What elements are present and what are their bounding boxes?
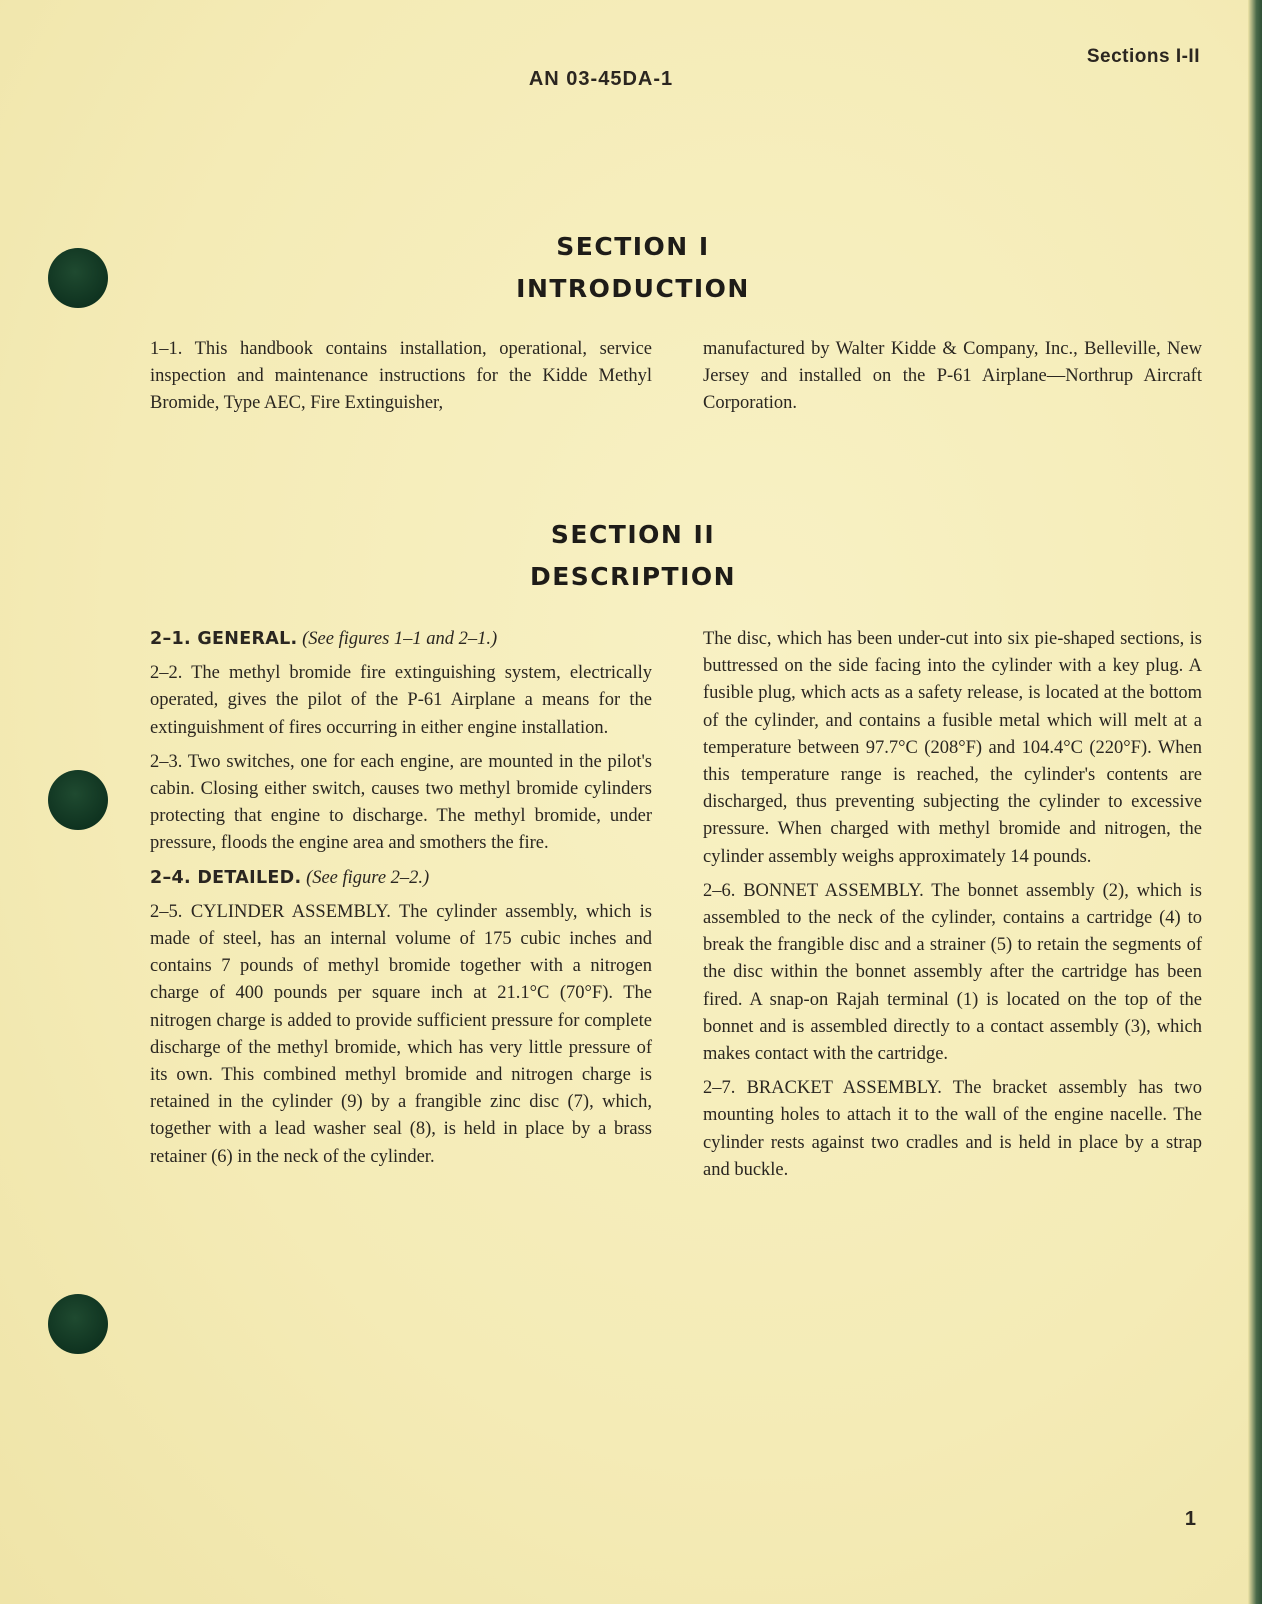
paragraph-2-5: 2–5. CYLINDER ASSEMBLY. The cylinder assembly, which is made of steel, has an internal volume of 175 cubic inches and contains 7 pounds of methyl bromide together with a nitrogen charge of 400 pounds per square inch at 21.1°C (70°F). The nitrogen charge is added to provide sufficient pressure for complete discharge of the methyl bromide, which has very little pressure of its own. This combined methyl bromide and nitrogen charge is retained in the cylinder (9) by a frangible zinc disc (7), which, together with a lead washer seal (8), is held in place by a brass retainer (6) in the neck of the cylinder. [150,901,652,1167]
general-figure-ref: (See figures 1–1 and 2–1.) [302,629,498,649]
document-number-text: AN 03-45DA-1 [528,68,674,90]
paragraph-1-1-continued: manufactured by Walter Kidde & Company, Inc., Belleville, New Jersey and installed on the P-61 Airplane—Northrup Aircraft Corporation. [703,339,1202,414]
section-2-heading [0,514,1262,598]
intro-left-column [150,336,652,418]
section-1-heading [0,226,1262,310]
section-2-number: SECTION II [550,520,716,549]
general-heading: 2–1. GENERAL. [150,629,298,649]
paragraph-1-1: 1–1. This handbook contains installation, operational, service inspection and maintenance instructions for the Kidde Methyl Bromide, Type AEC, Fire Extinguisher, [150,339,652,414]
paragraph-2-2: 2–2. The methyl bromide fire extinguishing system, electrically operated, gives the pilot of the P-61 Airplane a means for the extinguishment of fires occurring in either engine installation. [150,663,652,738]
paragraph-2-1 [150,626,652,653]
description-right-column [703,626,1202,1184]
intro-right-column [703,336,1202,418]
page-number: 1 [1184,1508,1196,1530]
binder-hole-middle [48,770,108,830]
section-2-title: DESCRIPTION [529,562,737,591]
paragraph-2-7: 2–7. BRACKET ASSEMBLY. The bracket assembly has two mounting holes to attach it to the wall of the engine nacelle. The cylinder rests against two cradles and is held in place by a strap and buckle. [703,1078,1202,1180]
paragraph-2-6: 2–6. BONNET ASSEMBLY. The bonnet assembly (2), which is assembled to the neck of the cylinder, contains a cartridge (4) to break the frangible disc and a strainer (5) to retain the segments of the disc within the bonnet assembly after the cartridge has been fired. A snap-on Rajah terminal (1) is located on the top of the bonnet and is assembled directly to a contact assembly (3), which makes contact with the cartridge. [703,880,1202,1065]
document-number [0,68,1262,91]
paragraph-2-5-continued: The disc, which has been under-cut into six pie-shaped sections, is buttressed on the side facing into the cylinder with a key plug. A fusible plug, which acts as a safety release, is located at the bottom of the cylinder, and contains a fusible metal which will melt at a temperature between 97.7°C (208°F) and 104.4°C (220°F). When this temperature range is reached, the cylinder's contents are discharged, thus preventing subjecting the cylinder to excessive pressure. When charged with methyl bromide and nitrogen, the cylinder assembly weighs approximately 14 pounds. [703,629,1202,867]
sections-label: Sections I-II [1086,46,1200,67]
description-left-column [150,626,652,1171]
section-1-number: SECTION I [556,232,710,261]
section-1-title: INTRODUCTION [516,274,750,303]
binder-hole-bottom [48,1294,108,1354]
paragraph-2-4 [150,865,652,892]
detailed-figure-ref: (See figure 2–2.) [306,867,430,888]
paragraph-2-3: 2–3. Two switches, one for each engine, are mounted in the pilot's cabin. Closing either switch, causes two methyl bromide cylinders protecting that engine to discharge. The methyl bromide, under pressure, floods the engine area and smothers the fire. [150,751,652,854]
detailed-heading: 2–4. DETAILED. [150,867,302,888]
